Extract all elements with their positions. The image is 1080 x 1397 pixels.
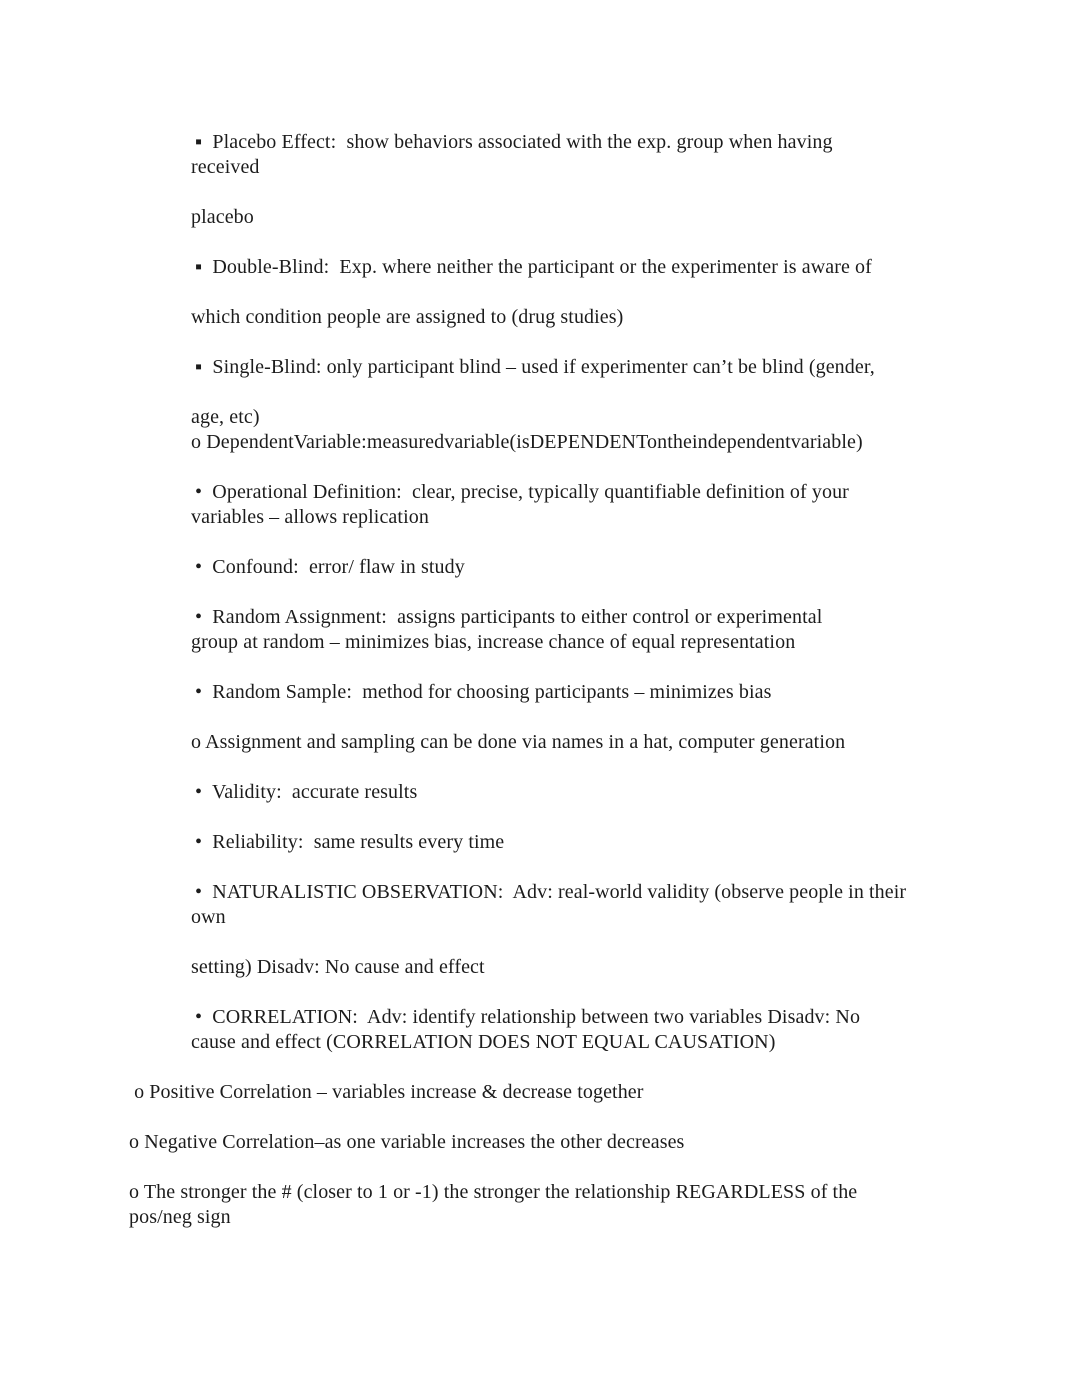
- text-line: • Operational Definition: clear, precise, typically quantifiable definition of your: [195, 481, 849, 503]
- text-line: • Random Assignment: assigns participants to either control or experimental: [195, 606, 823, 628]
- text-line: variables – allows replication: [191, 506, 429, 528]
- text-line: • Reliability: same results every time: [195, 831, 505, 853]
- text-line: received: [191, 156, 260, 178]
- text-line: ▪ Single-Blind: only participant blind – used if experimenter can’t be blind (gender,: [195, 356, 875, 378]
- text-line: pos/neg sign: [129, 1206, 231, 1228]
- text-line: • Confound: error/ flaw in study: [195, 556, 465, 578]
- text-line: ▪ Placebo Effect: show behaviors associated with the exp. group when having: [195, 131, 833, 153]
- text-line: cause and effect (CORRELATION DOES NOT EQUAL CAUSATION): [191, 1031, 776, 1053]
- text-line: o Negative Correlation–as one variable increases the other decreases: [129, 1131, 685, 1153]
- text-line: • CORRELATION: Adv: identify relationship between two variables Disadv: No: [195, 1006, 861, 1028]
- text-line: o DependentVariable:measuredvariable(isDEPENDENTontheindependentvariable): [191, 431, 863, 453]
- text-line: o The stronger the # (closer to 1 or -1) the stronger the relationship REGARDLESS of the: [129, 1181, 858, 1203]
- text-line: o Assignment and sampling can be done via names in a hat, computer generation: [191, 731, 846, 753]
- text-line: placebo: [191, 206, 254, 228]
- text-line: group at random – minimizes bias, increase chance of equal representation: [191, 631, 796, 653]
- text-line: ▪ Double-Blind: Exp. where neither the participant or the experimenter is aware of: [195, 256, 872, 278]
- text-line: age, etc): [191, 406, 260, 428]
- text-line: o Positive Correlation – variables increase & decrease together: [129, 1081, 644, 1103]
- text-line: own: [191, 906, 226, 928]
- text-line: • Validity: accurate results: [195, 781, 418, 803]
- text-line: which condition people are assigned to (drug studies): [191, 306, 624, 328]
- text-line: setting) Disadv: No cause and effect: [191, 956, 485, 978]
- text-line: • Random Sample: method for choosing participants – minimizes bias: [195, 681, 772, 703]
- text-line: • NATURALISTIC OBSERVATION: Adv: real-world validity (observe people in their: [195, 881, 907, 903]
